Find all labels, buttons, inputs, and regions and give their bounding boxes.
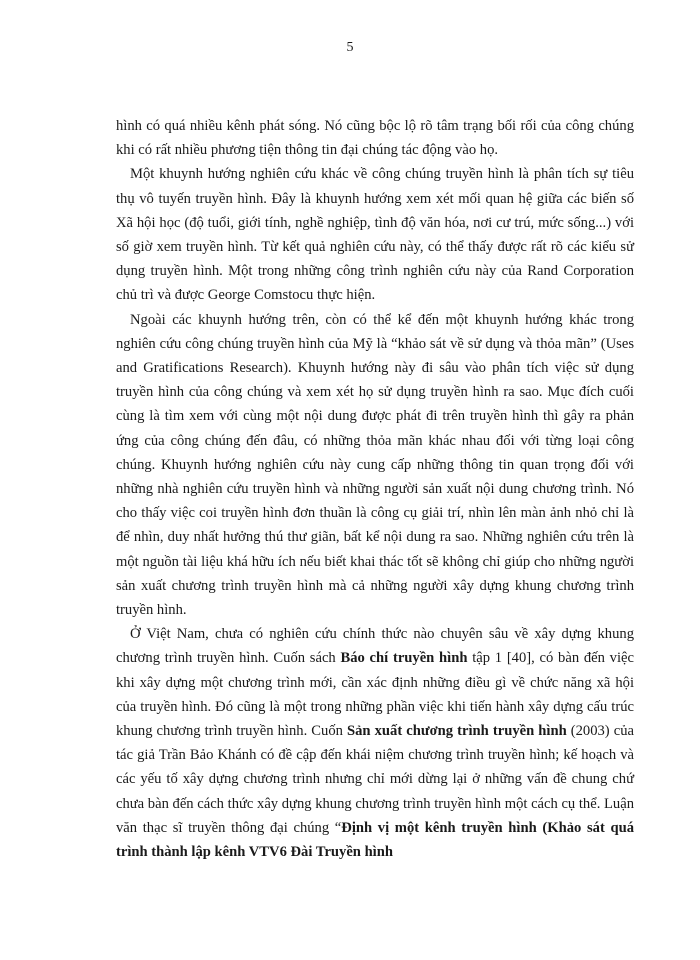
bold-text-run: Định vị một kênh truyền hình (Khảo sát quá trình thành lập kênh VTV6 Đài Truyền hình: [116, 819, 634, 861]
text-run: hình có quá nhiều kênh phát sóng. Nó cũng bộc lộ rõ tâm trạng bối rối của công chúng khi có rất nhiều phương tiện thông tin đại chúng tác động vào họ.: [116, 118, 634, 159]
paragraph: [116, 114, 634, 162]
document-body: [116, 114, 634, 864]
page-number: 5: [346, 40, 354, 55]
text-run: (2003) của tác giả Trần Bảo Khánh có đề cập đến khái niệm chương trình truyền hình; kế hoạch và các yếu tố xây dựng chương trình nhưng chỉ mới dừng lại ở những vấn đề chung chứ chưa bàn đến cách thức xây dựng khung chương trình truyền hình một cách cụ thể. Luận văn thạc sĩ truyền thông đại chúng “: [116, 723, 634, 836]
paragraph: [116, 308, 634, 623]
paragraph: [116, 162, 634, 307]
text-run: Ngoài các khuynh hướng trên, còn có thể kể đến một khuynh hướng khác trong nghiên cứu công chúng truyền hình của Mỹ là “khảo sát về sử dụng và thỏa mãn” (Uses and Gratifications Research). Khuynh hướng này đi sâu vào phân tích việc sử dụng truyền hình của công chúng và xem xét họ sử dụng truyền hình ra sao. Mục đích cuối cùng là tìm xem với cùng một nội dung được phát đi trên truyền hình thì gây ra phản ứng của công chúng đến đâu, có những thỏa mãn khác nhau đối với từng loại công chúng. Khuynh hướng nghiên cứu này cung cấp những thông tin quan trọng đối với những nhà nghiên cứu truyền hình và những người sản xuất nội dung chương trình. Nó cho thấy việc coi truyền hình đơn thuần là công cụ giải trí, nhìn lên màn ảnh nhỏ chỉ là để nhìn, duy nhất hưởng thú thư giãn, bất kể nội dung ra sao. Những nghiên cứu trên là một nguồn tài liệu khá hữu ích nếu biết khai thác tốt sẽ không chỉ giúp cho những người sản xuất chương trình truyền hình mà cả những người xây dựng khung chương trình truyền hình.: [116, 311, 634, 619]
text-run: Ở Việt Nam, chưa có nghiên cứu chính thức nào chuyên sâu về xây dựng khung chương trình truyền hình. Cuốn sách: [116, 626, 634, 667]
text-run: Một khuynh hướng nghiên cứu khác về công chúng truyền hình là phân tích sự tiêu thụ vô tuyến truyền hình. Đây là khuynh hướng xem xét mối quan hệ giữa các biến số Xã hội học (độ tuổi, giới tính, nghề nghiệp, tình độ văn hóa, nơi cư trú, mức sống...) với số giờ xem truyền hình. Từ kết quả nghiên cứu này, có thể thấy được rất rõ các kiểu sử dụng truyền hình. Một trong những công trình nghiên cứu này của Rand Corporation chủ trì và được George Comstocu thực hiện.: [116, 166, 634, 304]
bold-text-run: Sản xuất chương trình truyền hình: [347, 723, 567, 740]
bold-text-run: Báo chí truyền hình: [340, 650, 468, 667]
text-run: tập 1 [40], có bàn đến việc khi xây dựng một chương trình mới, cần xác định những điều gì về chức năng xã hội của truyền hình. Đó cũng là một trong những phần việc khi tiến hành xây dựng cấu trúc khung chương trình truyền hình. Cuốn: [116, 650, 634, 740]
paragraph: [116, 622, 634, 864]
